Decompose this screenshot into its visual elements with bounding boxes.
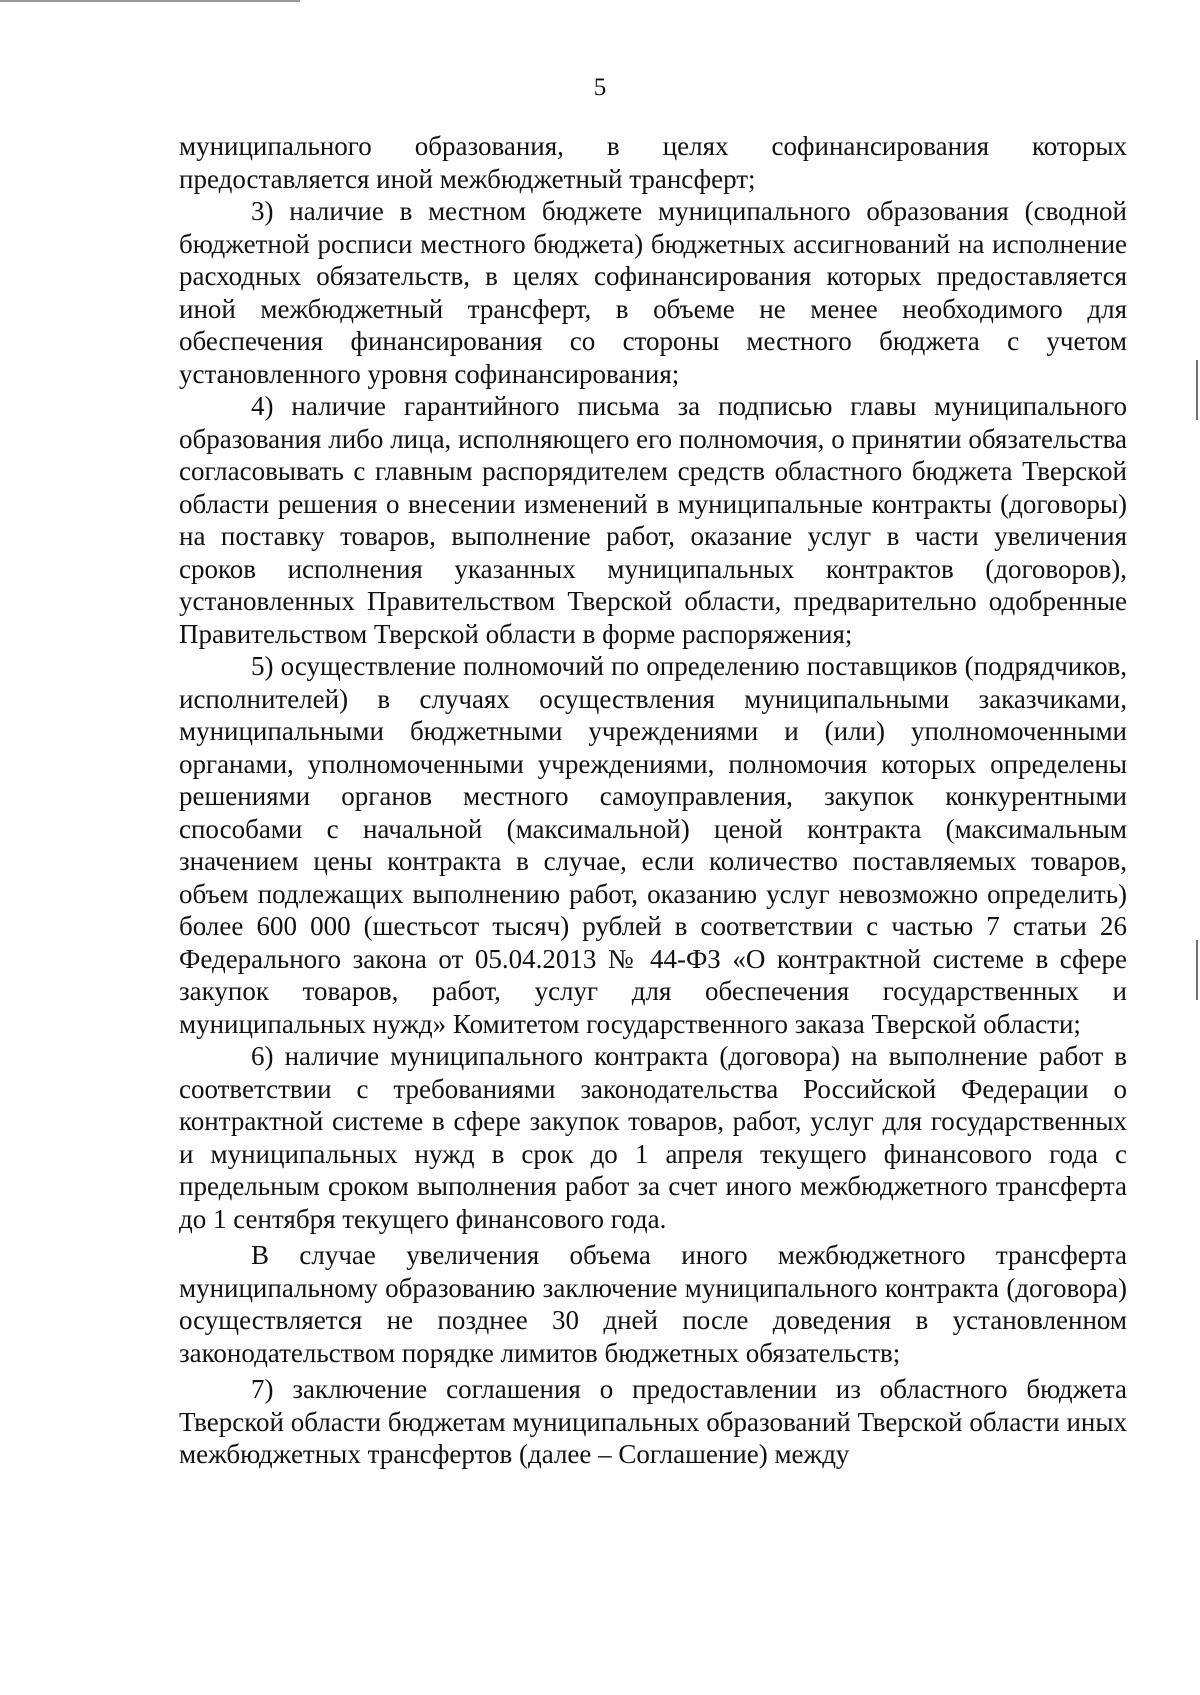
paragraph-item-5: 5) осуществление полномочий по определению поставщиков (подрядчиков, исполнителей) в случаях осуществления муниципальными заказчиками, муниципальными бюджетными учреждениями и (или) уполномоченными органами, уполномоченными учреждениями, полномочия которых определены решениями органов местного самоуправления, закупок конкурентными способами с начальной (максимальной) ценой контракта (максимальным значением цены контракта в случае, если количество поставляемых товаров, объем подлежащих выполнению работ, оказанию услуг невозможно определить) более 600 000 (шестьсот тысяч) рублей в соответствии с частью 7 статьи 26 Федерального закона от 05.04.2013 № 44-ФЗ «О контрактной системе в сфере закупок товаров, работ, услуг для обеспечения государственных и муниципальных нужд» Комитетом государственного заказа Тверской области; xyxy=(179,651,1127,1039)
page-number: 5 xyxy=(593,74,607,101)
scan-edge-mark xyxy=(1196,360,1198,420)
paragraph-item-3: 3) наличие в местном бюджете муниципального образования (сводной бюджетной росписи местного бюджета) бюджетных ассигнований на исполнение расходных обязательств, в целях софинансирования которых предоставляется иной межбюджетный трансферт, в объеме не менее необходимого для обеспечения финансирования со стороны местного бюджета с учетом установленного уровня софинансирования; xyxy=(179,196,1127,389)
paragraph-continuation: муниципального образования, в целях софинансирования которых предоставляется иной межбюджетный трансферт; xyxy=(179,131,1127,194)
paragraph-item-7: 7) заключение соглашения о предоставлении из областного бюджета Тверской области бюджетам муниципальных образований Тверской области иных межбюджетных трансфертов (далее – Соглашение) между xyxy=(179,1374,1127,1469)
paragraph-increase-case: В случае увеличения объема иного межбюджетного трансферта муниципальному образованию заключение муниципального контракта (договора) осуществляется не позднее 30 дней после доведения в установленном законодательством порядке лимитов бюджетных обязательств; xyxy=(179,1240,1127,1368)
paragraph-item-6: 6) наличие муниципального контракта (договора) на выполнение работ в соответствии с требованиями законодательства Российской Федерации о контрактной системе в сфере закупок товаров, работ, услуг для государственных и муниципальных нужд в срок до 1 апреля текущего финансового года с предельным сроком выполнения работ за счет иного межбюджетного трансферта до 1 сентября текущего финансового года. xyxy=(179,1041,1127,1234)
paragraph-item-4: 4) наличие гарантийного письма за подписью главы муниципального образования либо лица, исполняющего его полномочия, о принятии обязательства согласовывать с главным распорядителем средств областного бюджета Тверской области решения о внесении изменений в муниципальные контракты (договоры) на поставку товаров, выполнение работ, оказание услуг в части увеличения сроков исполнения указанных муниципальных контрактов (договоров), установленных Правительством Тверской области, предварительно одобренные Правительством Тверской области в форме распоряжения; xyxy=(179,391,1127,649)
document-body xyxy=(179,130,1127,1471)
scan-edge-line xyxy=(0,0,1200,2)
scan-edge-mark xyxy=(1196,940,1198,1000)
